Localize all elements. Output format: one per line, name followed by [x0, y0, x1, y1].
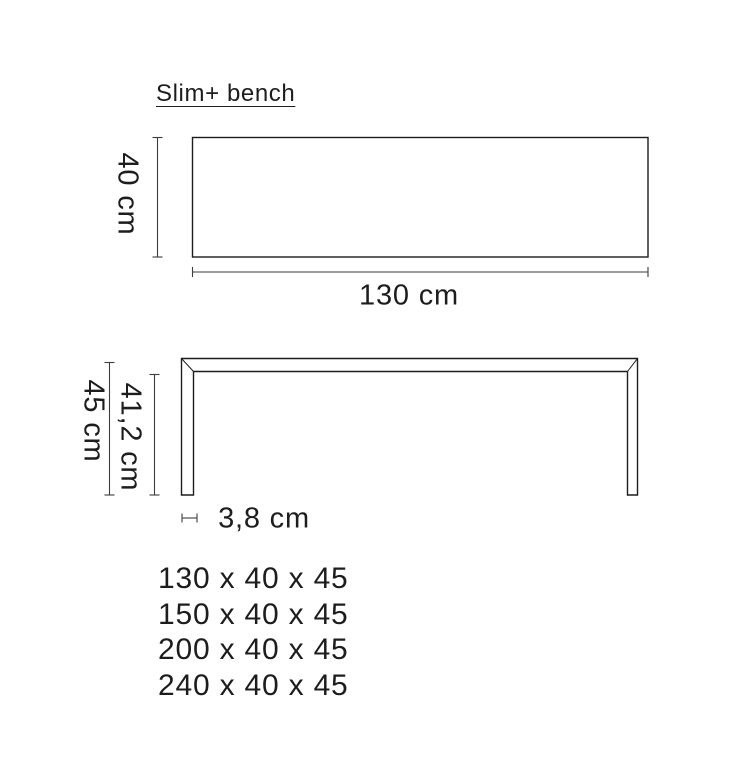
depth-dimension-line	[153, 138, 163, 258]
size-list-item: 130 x 40 x 45	[158, 562, 349, 595]
width-dimension-label: 130 cm	[359, 279, 459, 312]
size-list-item: 200 x 40 x 45	[158, 633, 349, 666]
left-miter-joint-line	[182, 359, 194, 372]
front-view-outline	[182, 359, 638, 496]
leg-thickness-dimension-line	[182, 514, 197, 523]
clearance-height-dimension-label: 41,2 cm	[114, 382, 147, 492]
total-height-dimension-label: 45 cm	[77, 379, 110, 463]
plan-view-outline	[193, 138, 649, 258]
available-sizes-list	[158, 561, 349, 703]
clearance-dimension-line	[150, 375, 160, 496]
right-miter-joint-line	[628, 359, 638, 372]
size-list-item: 150 x 40 x 45	[158, 597, 349, 631]
drawing-title: Slim+ bench	[156, 80, 296, 107]
depth-dimension-label: 40 cm	[111, 152, 144, 236]
size-list-item: 240 x 40 x 45	[158, 668, 349, 702]
width-dimension-line	[193, 267, 649, 277]
leg-thickness-dimension-label: 3,8 cm	[218, 502, 310, 535]
